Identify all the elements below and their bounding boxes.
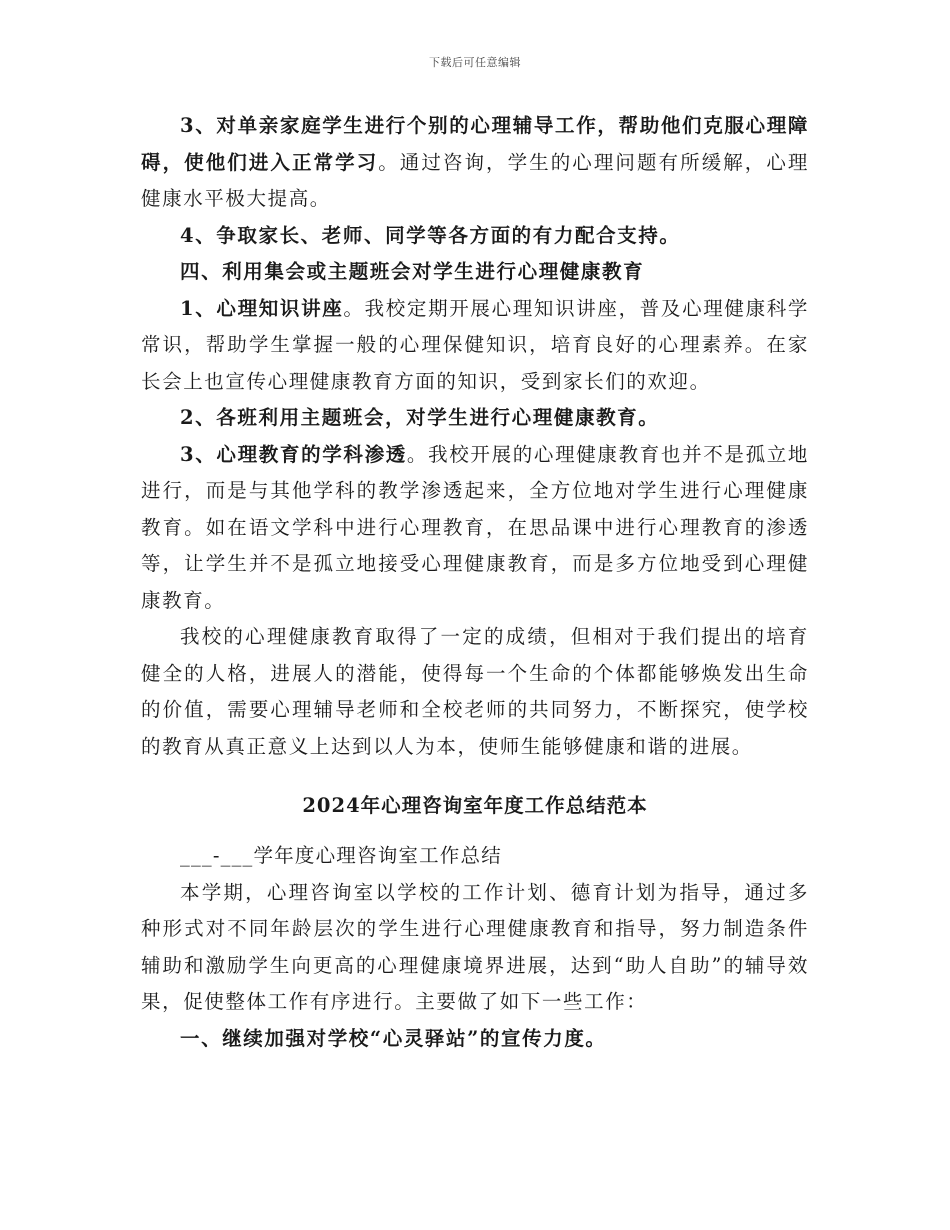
- paragraph-text: 。我校定期开展心理知识讲座，普及心理健康科学常识，帮助学生掌握一般的心理保健知识，培育良好的心理素养。在家长会上也宣传心理健康教育方面的知识，受到家长们的欢迎。: [141, 296, 809, 393]
- paragraph-conclusion: 我校的心理健康教育取得了一定的成绩，但相对于我们提出的培育健全的人格，进展人的潜能，使得每一个生命的个体都能够焕发出生命的价值，需要心理辅导老师和全校老师的共同努力，不断探究，使学校的教育从真正意义上达到以人为本，使师生能够健康和谐的进展。: [141, 625, 809, 758]
- section-heading-4: 四、利用集会或主题班会对学生进行心理健康教育: [180, 260, 645, 283]
- paragraph-subject-integration: [141, 437, 809, 620]
- document-body: [141, 108, 809, 1057]
- paragraph-support: 4、争取家长、老师、同学等各方面的有力配合支持。: [180, 223, 681, 247]
- paragraph-lead-bold: 3、对单亲家庭学生进行个别的心理辅导工作，帮助他们克服心理障碍，使他们进入正常学习: [141, 114, 809, 174]
- paragraph-lectures: [141, 291, 809, 401]
- section-heading-1: 一、继续加强对学校“心灵驿站”的宣传力度。: [180, 1026, 607, 1050]
- paragraph-intro: 本学期，心理咨询室以学校的工作计划、德育计划为指导，通过多种形式对不同年龄层次的学生进行心理健康教育和指导，努力制造条件辅助和激励学生向更高的心理健康境界进展，达到“助人自助”的辅导效果，促使整体工作有序进行。主要做了如下一些工作：: [141, 880, 809, 1013]
- document-subtitle: ___-___学年度心理咨询室工作总结: [180, 844, 502, 867]
- paragraph-single-parent-counseling: [141, 108, 809, 218]
- paragraph-text: 。我校开展的心理健康教育也并不是孤立地进行，而是与其他学科的教学渗透起来，全方位地对学生进行心理健康教育。如在语文学科中进行心理教育，在思品课中进行心理教育的渗透等，让学生并不是孤立地接受心理健康教育，而是多方位地受到心理健康教育。: [141, 442, 809, 612]
- paragraph-class-meetings: 2、各班利用主题班会，对学生进行心理健康教育。: [180, 406, 660, 429]
- document-title: 2024年心理咨询室年度工作总结范本: [302, 794, 648, 817]
- paragraph-lead-bold: 1、心理知识讲座: [180, 296, 344, 320]
- paragraph-lead-bold: 3、心理教育的学科渗透: [180, 442, 407, 466]
- paragraph-text: 。通过咨询，学生的心理问题有所缓解，心理健康水平极大提高。: [141, 150, 809, 210]
- header-note: 下载后可任意编辑: [429, 56, 521, 69]
